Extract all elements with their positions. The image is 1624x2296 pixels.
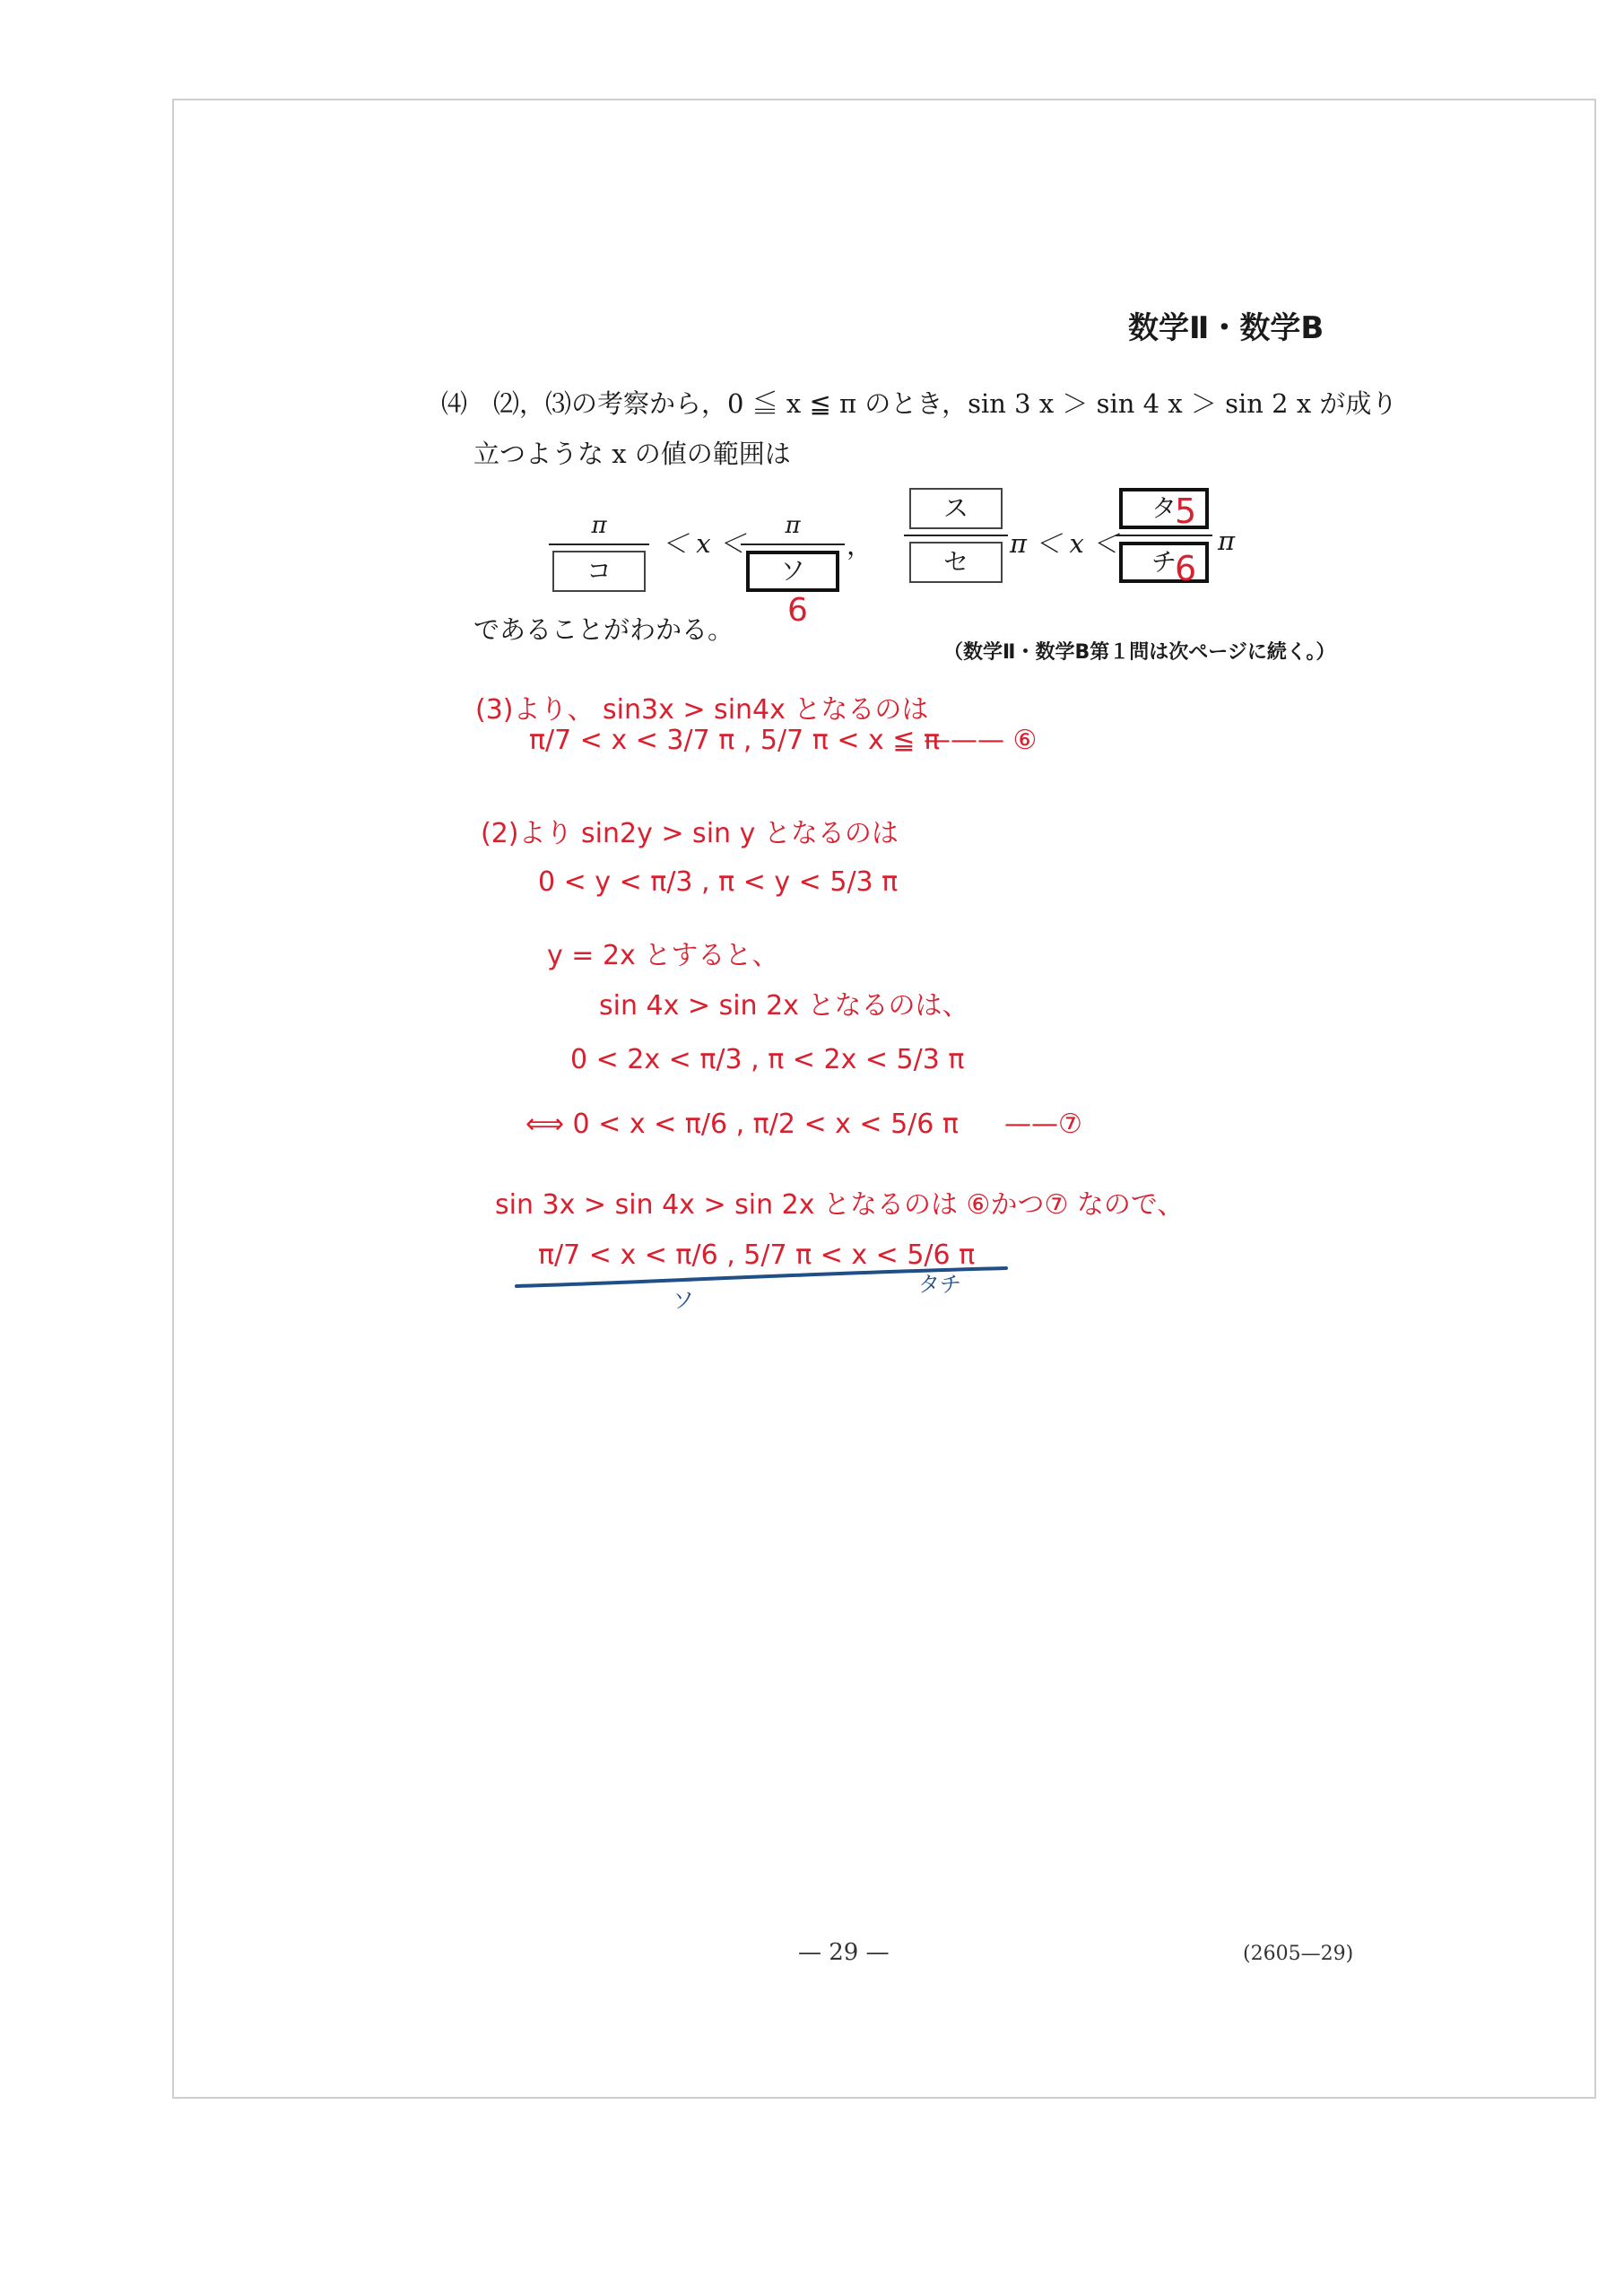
underline-label-tachi: タチ xyxy=(918,1272,961,1297)
note-line-3: (2)より sin2y > sin y となるのは xyxy=(481,818,899,849)
handwritten-answer-so: 6 xyxy=(787,592,808,629)
note-line-7: 0 < 2x < π/3 , π < 2x < 5/3 π xyxy=(570,1044,965,1075)
answer-box-ta: タ xyxy=(1119,488,1209,529)
fraction-ta-over-chi xyxy=(1116,488,1212,583)
note-line-10: π/7 < x < π/6 , 5/7 π < x < 5/6 π xyxy=(538,1239,976,1271)
problem-line-2: 立つような x の値の範囲は xyxy=(473,439,791,469)
handwritten-answer-ta: 5 xyxy=(1175,491,1197,531)
note-line-2: π/7 < x < 3/7 π , 5/7 π < x ≦ π xyxy=(529,725,941,756)
answer-box-ko: コ xyxy=(552,551,646,592)
note-line-9: sin 3x > sin 4x > sin 2x となるのは ⑥かつ⑦ なので、 xyxy=(495,1189,1185,1221)
fraction-pi-over-ko: π コ xyxy=(549,508,649,592)
note-line-8: ⟺ 0 < x < π/6 , π/2 < x < 5/6 π xyxy=(525,1109,959,1140)
note-mark-7: ——⑦ xyxy=(1004,1109,1082,1140)
answer-box-so: ソ xyxy=(746,551,839,592)
inequality-symbol: ＜ x ＜ xyxy=(662,528,745,559)
fraction-pi-over-so: π ソ xyxy=(741,508,845,592)
continue-note: （数学Ⅱ・数学B第１問は次ページに続く。） xyxy=(943,641,1336,664)
page-header: 数学Ⅱ・数学B xyxy=(1128,310,1324,346)
note-line-1: (3)より、 sin3x > sin4x となるのは xyxy=(475,694,929,726)
handwritten-answer-chi: 6 xyxy=(1175,549,1197,588)
pi-suffix: π xyxy=(1218,526,1236,556)
underline-label-so: ソ xyxy=(673,1288,694,1313)
answer-box-su: ス xyxy=(909,488,1003,529)
note-mark-6: ——— ⑥ xyxy=(924,725,1038,756)
comma: ， xyxy=(847,530,873,561)
answer-box-chi: チ xyxy=(1119,542,1209,583)
answer-box-se: セ xyxy=(909,542,1003,583)
note-line-5: y = 2x とすると、 xyxy=(547,940,779,971)
fraction-su-over-se xyxy=(904,488,1008,583)
note-line-4: 0 < y < π/3 , π < y < 5/3 π xyxy=(538,866,899,898)
exam-code: (2605—29) xyxy=(1243,1943,1354,1965)
page-number: — 29 — xyxy=(798,1939,890,1966)
problem-line-1: ⑷ ⑵，⑶の考察から，0 ≦ x ≦ π のとき，sin 3 x ＞ sin 4 x ＞ sin 2 x が成り xyxy=(441,388,1398,419)
conclusion-text: であることがわかる。 xyxy=(473,614,734,645)
note-line-6: sin 4x > sin 2x となるのは、 xyxy=(599,990,969,1022)
inequality-symbol-2: π ＜ x ＜ xyxy=(1010,528,1119,559)
